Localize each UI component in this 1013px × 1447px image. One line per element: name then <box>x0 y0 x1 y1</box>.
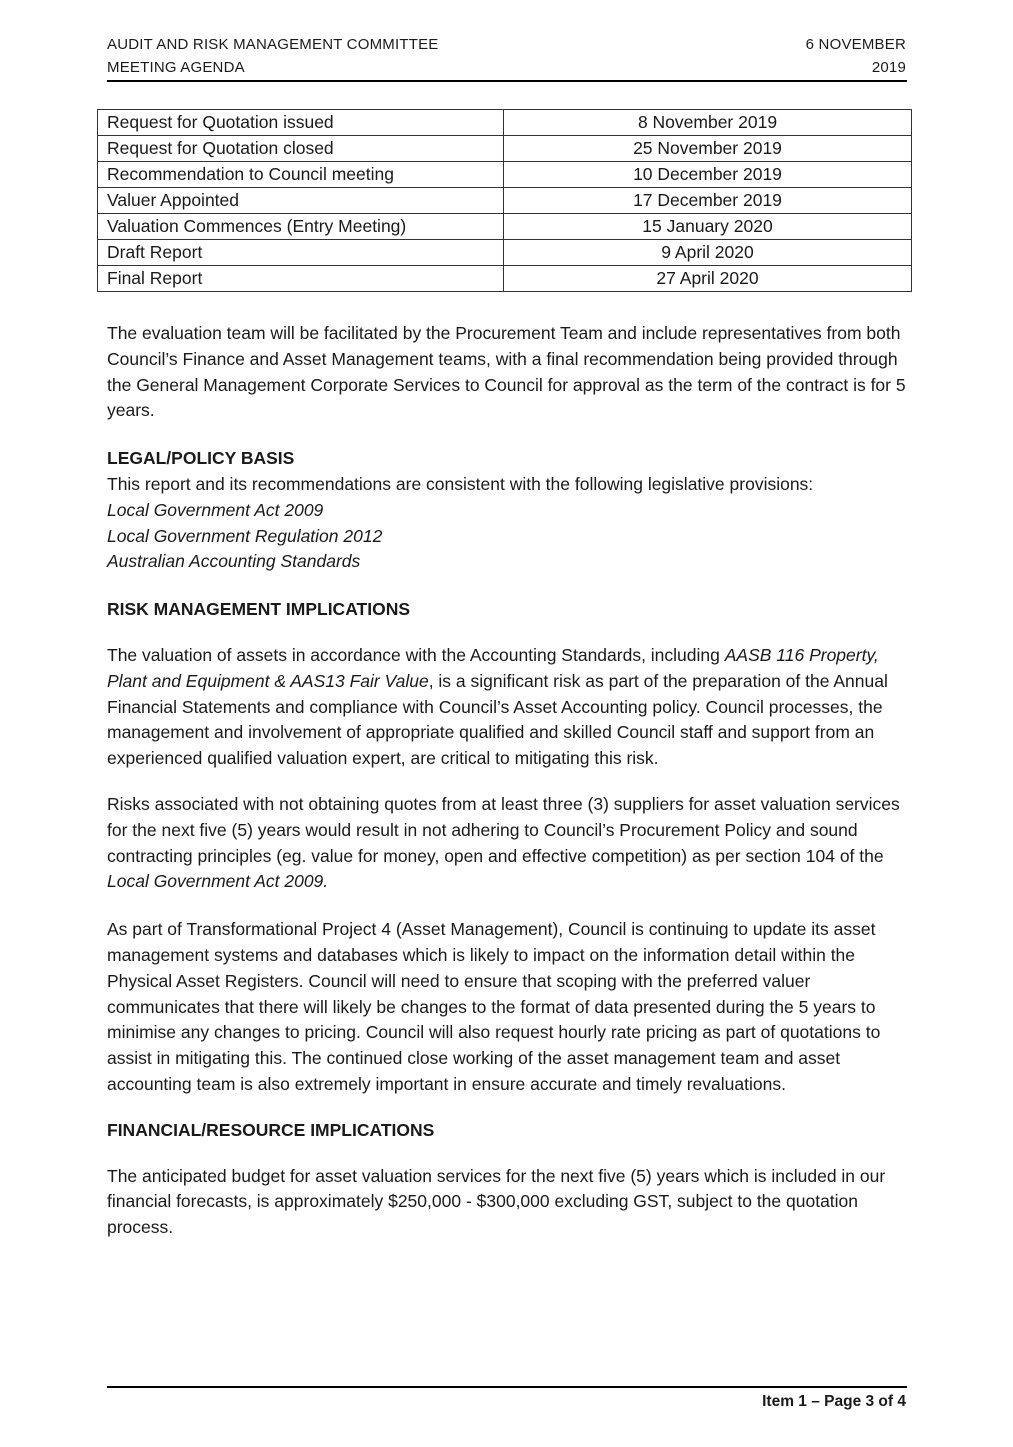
risk-p2-text: Risks associated with not obtaining quotes from at least three (3) suppliers for asset valuation services for the next five (5) years would result in not adhering to Council’s Procurement Policy and sound contracting principles (eg. value for money, open and effective competition) as per section 104 of the <box>107 793 900 866</box>
legislation-item: Local Government Act 2009 <box>107 499 324 520</box>
risk-paragraph-2 <box>107 792 907 895</box>
timeline-date: 27 April 2020 <box>504 266 912 292</box>
risk-p1-standards: AASB 116 Property, Plant and Equipment & AAS13 Fair Value <box>107 644 879 691</box>
legal-heading: LEGAL/POLICY BASIS <box>107 448 295 469</box>
timeline-date: 9 April 2020 <box>504 240 912 266</box>
timeline-step: Request for Quotation issued <box>98 110 504 136</box>
risk-p2-act: Local Government Act 2009. <box>107 871 329 892</box>
timeline-step: Valuer Appointed <box>98 188 504 214</box>
legislation-item: Local Government Regulation 2012 <box>107 525 383 546</box>
timeline-date: 8 November 2019 <box>504 110 912 136</box>
header-divider <box>107 80 907 82</box>
footer-divider <box>107 1386 907 1388</box>
committee-name: AUDIT AND RISK MANAGEMENT COMMITTEE <box>107 36 439 53</box>
table-row <box>98 162 912 188</box>
meeting-date-line1: 6 NOVEMBER <box>805 36 906 53</box>
legislation-item: Australian Accounting Standards <box>107 551 361 572</box>
table-row <box>98 240 912 266</box>
document-type: MEETING AGENDA <box>107 59 245 76</box>
timeline-date: 15 January 2020 <box>504 214 912 240</box>
table-row <box>98 214 912 240</box>
page-footer: Item 1 – Page 3 of 4 <box>762 1393 906 1410</box>
meeting-date-line2: 2019 <box>871 59 906 76</box>
timeline-date: 10 December 2019 <box>504 162 912 188</box>
timeline-step: Final Report <box>98 266 504 292</box>
header-right <box>806 33 906 79</box>
table-row <box>98 110 912 136</box>
timeline-table <box>97 109 912 292</box>
table-row <box>98 136 912 162</box>
timeline-step: Draft Report <box>98 240 504 266</box>
risk-p1-text-a: The valuation of assets in accordance with the Accounting Standards, including <box>107 644 725 665</box>
risk-paragraph-1 <box>107 643 907 772</box>
timeline-date: 25 November 2019 <box>504 136 912 162</box>
financial-paragraph: The anticipated budget for asset valuation services for the next five (5) years which is included in our financial forecasts, is approximately $250,000 - $300,000 excluding GST, subject to the quotation process. <box>107 1165 886 1238</box>
timeline-step: Valuation Commences (Entry Meeting) <box>98 214 504 240</box>
table-row <box>98 188 912 214</box>
table-row <box>98 266 912 292</box>
risk-heading: RISK MANAGEMENT IMPLICATIONS <box>107 599 411 620</box>
legal-intro: This report and its recommendations are consistent with the following legislative provisions: <box>107 473 814 494</box>
evaluation-paragraph: The evaluation team will be facilitated by the Procurement Team and include representatives from both Council’s Finance and Asset Management teams, with a final recommendation being provided through the General Management Corporate Services to Council for approval as the term of the contract is for 5 years. <box>107 323 906 421</box>
timeline-date: 17 December 2019 <box>504 188 912 214</box>
risk-paragraph-3: As part of Transformational Project 4 (Asset Management), Council is continuing to update its asset management systems and databases which is likely to impact on the information detail within the Physical Asset Registers. Council will need to ensure that scoping with the preferred valuer communicates that there will likely be changes to the format of data presented during the 5 years to minimise any changes to pricing. Council will also request hourly rate pricing as part of quotations to assist in mitigating this. The continued close working of the asset management team and asset accounting team is also extremely important in ensure accurate and timely revaluations. <box>107 919 881 1094</box>
document-body <box>107 321 907 1241</box>
timeline-step: Recommendation to Council meeting <box>98 162 504 188</box>
header-left <box>107 33 438 79</box>
risk-p1-text-b: , is a significant risk as part of the preparation of the Annual Financial Statements and compliance with Council’s Asset Accounting policy. Council processes, the management and involvement of appropriate qualified and skilled Council staff and support from an experienced qualified valuation expert, are critical to mitigating this risk. <box>107 670 888 769</box>
financial-heading: FINANCIAL/RESOURCE IMPLICATIONS <box>107 1119 435 1140</box>
timeline-step: Request for Quotation closed <box>98 136 504 162</box>
